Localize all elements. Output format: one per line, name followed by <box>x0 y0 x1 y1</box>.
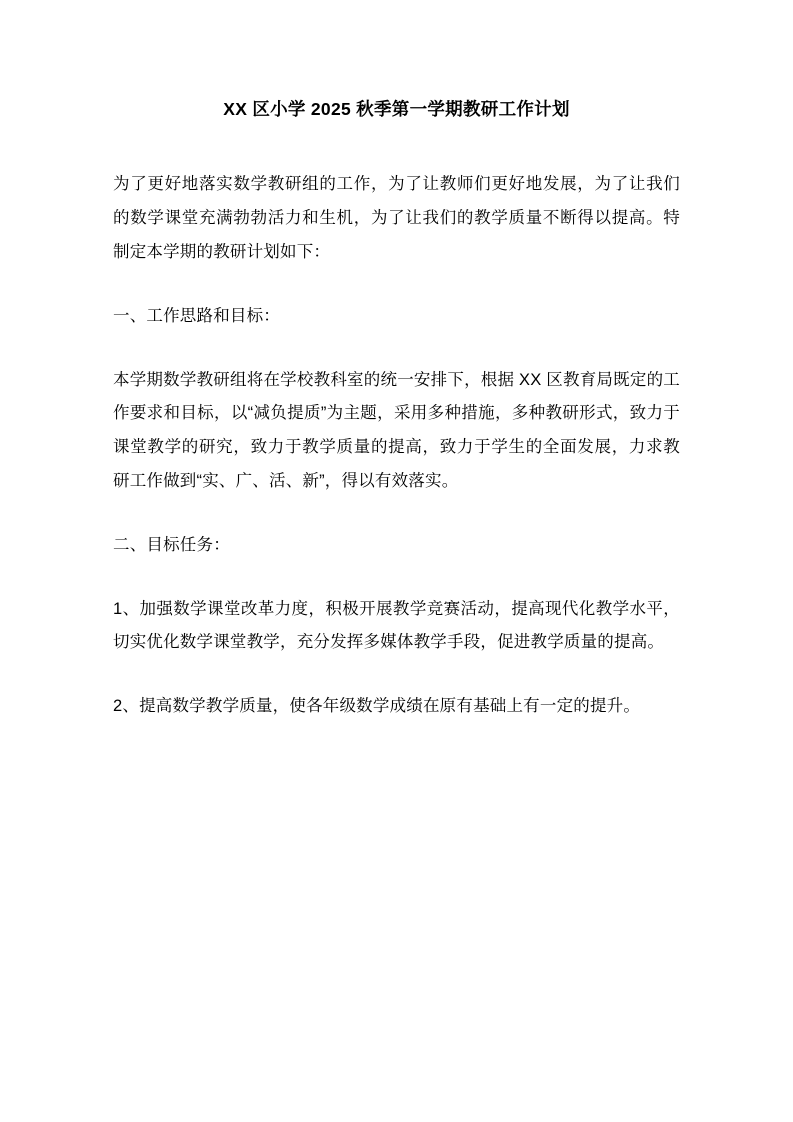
section-heading-2: 二、目标任务： <box>113 535 230 554</box>
list-item-1: 1、加强数学课堂改革力度，积极开展教学竞赛活动，提高现代化教学水平，切实优化数学课堂教学，充分发挥多媒体教学手段，促进教学质量的提高。 <box>113 599 680 652</box>
section-heading-1: 一、工作思路和目标： <box>113 306 280 325</box>
paragraph-intro: 为了更好地落实数学教研组的工作，为了让教师们更好地发展，为了让我们的数学课堂充满勃勃活力和生机，为了让我们的教学质量不断得以提高。特制定本学期的教研计划如下： <box>113 175 680 261</box>
section-body-1: 本学期数学教研组将在学校教科室的统一安排下，根据 XX 区教育局既定的工作要求和目标，以“减负提质”为主题，采用多种措施，多种教研形式，致力于课堂教学的研究，致力于教学质量的提高，致力于学生的全面发展，力求教研工作做到“实、广、活、新”，得以有效落实。 <box>113 370 680 490</box>
page-title: XX 区小学 2025 秋季第一学期教研工作计划 <box>223 99 570 119</box>
list-item-2: 2、提高数学教学质量，使各年级数学成绩在原有基础上有一定的提升。 <box>113 697 641 716</box>
